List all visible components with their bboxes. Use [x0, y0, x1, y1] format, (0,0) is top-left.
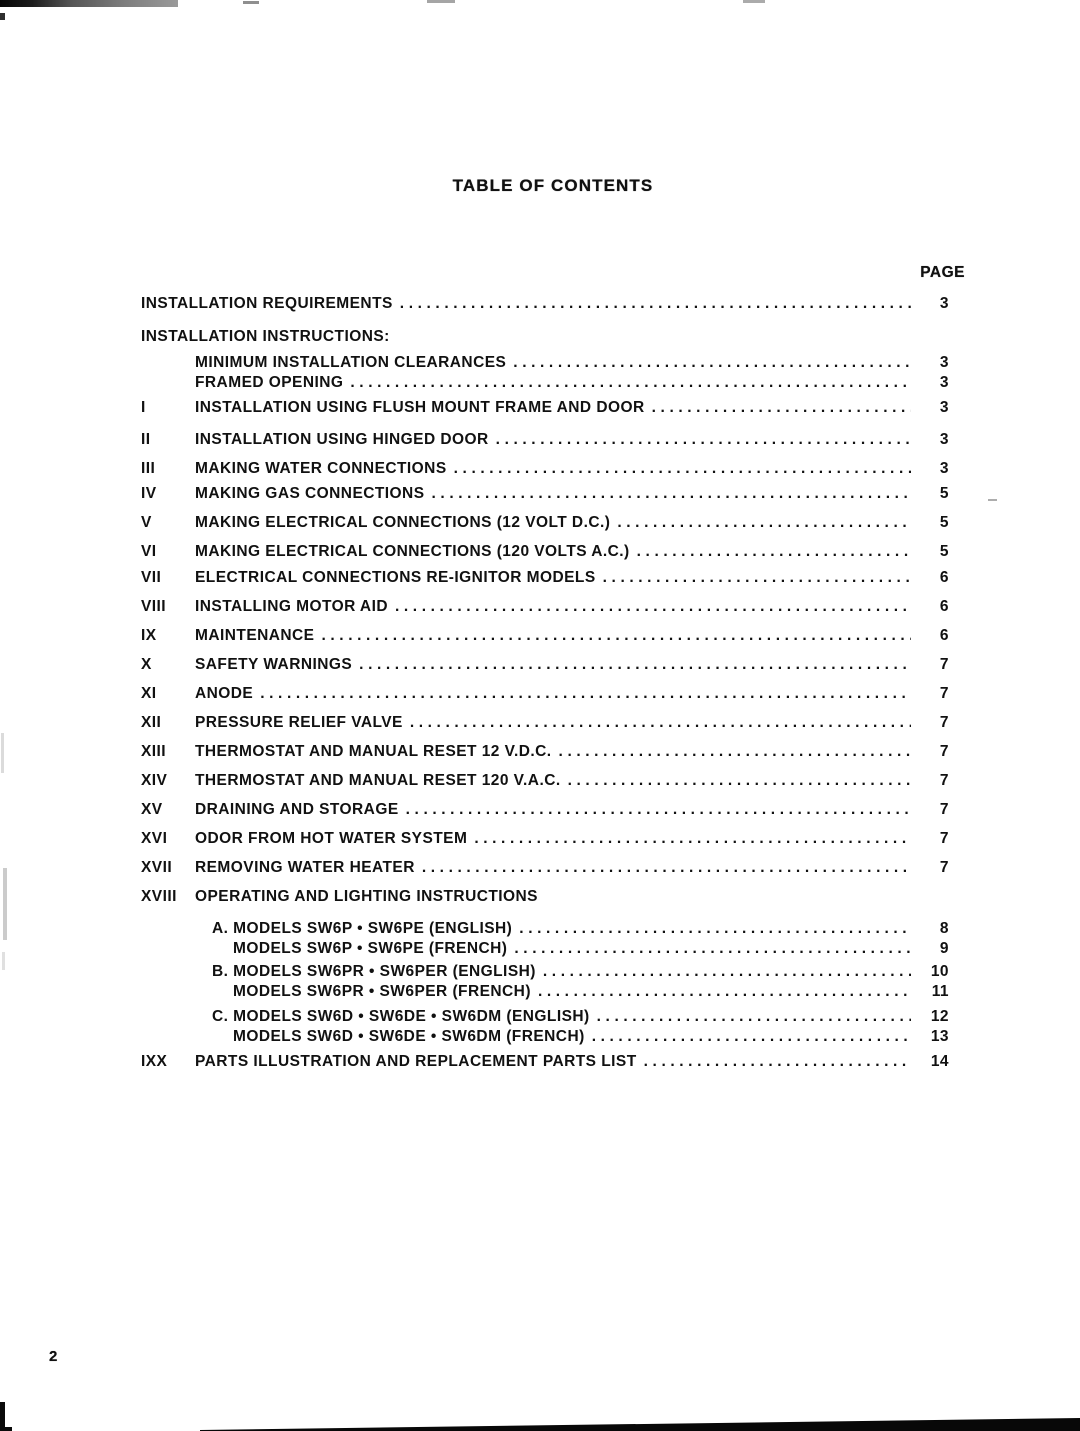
toc-page-number: 3	[939, 460, 949, 477]
toc-page-number: 6	[939, 569, 949, 586]
toc-row	[141, 329, 965, 345]
toc-roman-numeral: XVIII	[141, 888, 177, 905]
toc-roman-numeral: I	[141, 399, 146, 416]
toc-entry-label: MODELS SW6P • SW6PE (FRENCH)	[233, 940, 508, 957]
toc-row	[141, 744, 965, 760]
toc-entry-label: INSTALLATION USING FLUSH MOUNT FRAME AND DOOR	[195, 399, 645, 416]
toc-entry-label: INSTALLATION REQUIREMENTS	[141, 295, 393, 312]
scan-artifact-dash	[427, 0, 455, 3]
toc-roman-numeral: X	[141, 656, 152, 673]
dot-leader	[513, 355, 911, 371]
dot-leader	[400, 296, 911, 312]
toc-row	[141, 889, 965, 905]
toc-entry-label: MAKING WATER CONNECTIONS	[195, 460, 447, 477]
toc-entry-label: DRAINING AND STORAGE	[195, 801, 399, 818]
toc-page-number: 5	[939, 543, 949, 560]
toc-entry-label: REMOVING WATER HEATER	[195, 859, 415, 876]
toc-roman-numeral: XVII	[141, 859, 173, 876]
toc-page-number: 5	[939, 485, 949, 502]
toc-entry-label: ANODE	[195, 685, 254, 702]
toc-page-number: 6	[939, 627, 949, 644]
toc-row	[212, 964, 965, 980]
dot-leader	[474, 831, 911, 847]
toc-page-number: 3	[939, 431, 949, 448]
toc-entry-label: SAFETY WARNINGS	[195, 656, 353, 673]
toc-row	[141, 1054, 965, 1070]
dot-leader	[519, 921, 911, 937]
toc-page-number: 8	[939, 920, 949, 937]
dot-leader	[538, 984, 911, 1000]
toc-roman-numeral: IV	[141, 485, 157, 502]
dot-leader	[359, 657, 911, 673]
toc-roman-numeral: XIII	[141, 743, 167, 760]
scan-artifact-top-bar	[0, 0, 178, 7]
toc-page-number: 14	[930, 1053, 949, 1070]
toc-page-number: 6	[939, 598, 949, 615]
dot-leader	[559, 744, 911, 760]
scan-artifact-speck	[3, 868, 7, 940]
toc-row	[141, 686, 965, 702]
scan-artifact-dash	[743, 0, 765, 3]
toc-row	[212, 1009, 965, 1025]
toc-row	[212, 921, 965, 937]
toc-entry-label: THERMOSTAT AND MANUAL RESET 120 V.A.C.	[195, 772, 561, 789]
dot-leader	[568, 773, 911, 789]
toc-row	[233, 941, 965, 957]
dot-leader	[406, 802, 911, 818]
page-column-header: PAGE	[920, 264, 965, 281]
dot-leader	[321, 628, 911, 644]
dot-leader	[617, 515, 911, 531]
dot-leader	[260, 686, 911, 702]
toc-row	[195, 355, 965, 371]
toc-row	[141, 860, 965, 876]
toc-roman-numeral: XII	[141, 714, 162, 731]
toc-entry-label: MAKING GAS CONNECTIONS	[195, 485, 425, 502]
toc-row	[233, 1029, 965, 1045]
toc-roman-numeral: VIII	[141, 598, 167, 615]
toc-entry-label: MAKING ELECTRICAL CONNECTIONS (120 VOLTS A.C.)	[195, 543, 630, 560]
toc-row	[141, 599, 965, 615]
toc-entry-label: ELECTRICAL CONNECTIONS RE-IGNITOR MODELS	[195, 569, 596, 586]
dot-leader	[410, 715, 911, 731]
toc-row	[141, 802, 965, 818]
toc-page-number: 7	[939, 743, 949, 760]
toc-page-number: 9	[939, 940, 949, 957]
toc-row	[233, 984, 965, 1000]
toc-row	[141, 515, 965, 531]
toc-roman-numeral: VI	[141, 543, 157, 560]
toc-page-number: 7	[939, 859, 949, 876]
scan-artifact-speck	[988, 499, 997, 501]
toc-page-number: 5	[939, 514, 949, 531]
toc-roman-numeral: VII	[141, 569, 162, 586]
footer-page-number: 2	[49, 1348, 58, 1365]
toc-entry-label: MAKING ELECTRICAL CONNECTIONS (12 VOLT D.C.)	[195, 514, 611, 531]
toc-entry-label: B. MODELS SW6PR • SW6PER (ENGLISH)	[212, 963, 536, 980]
toc-page-number: 3	[939, 374, 949, 391]
toc-page-number: 7	[939, 772, 949, 789]
toc-page-number: 11	[931, 983, 949, 1000]
toc-row	[141, 773, 965, 789]
toc-page-number: 7	[939, 830, 949, 847]
dot-leader	[496, 432, 911, 448]
toc-roman-numeral: II	[141, 431, 151, 448]
toc-entry-label: INSTALLATION INSTRUCTIONS:	[141, 328, 390, 345]
dot-leader	[637, 544, 911, 560]
toc-row	[141, 296, 965, 312]
scan-artifact-dash	[243, 1, 259, 4]
scan-artifact-bottom-bar	[200, 1417, 1080, 1431]
toc-row	[141, 400, 965, 416]
toc-roman-numeral: XV	[141, 801, 163, 818]
toc-page-number: 3	[939, 295, 949, 312]
toc-row	[141, 486, 965, 502]
dot-leader	[350, 375, 911, 391]
scan-artifact-chip	[0, 13, 5, 20]
toc-page-number: 10	[930, 963, 949, 980]
toc-roman-numeral: IXX	[141, 1053, 168, 1070]
toc-entry-label: PRESSURE RELIEF VALVE	[195, 714, 403, 731]
toc-entry-label: A. MODELS SW6P • SW6PE (ENGLISH)	[212, 920, 513, 937]
toc-entry-label: OPERATING AND LIGHTING INSTRUCTIONS	[195, 888, 538, 905]
dot-leader	[454, 461, 911, 477]
toc-entry-label: INSTALLATION USING HINGED DOOR	[195, 431, 489, 448]
dot-leader	[592, 1029, 911, 1045]
toc-entry-label: FRAMED OPENING	[195, 374, 344, 391]
toc-entry-label: MODELS SW6PR • SW6PER (FRENCH)	[233, 983, 531, 1000]
toc-row	[195, 375, 965, 391]
toc-row	[141, 628, 965, 644]
scan-artifact-speck	[2, 952, 5, 970]
toc-row	[141, 657, 965, 673]
toc-roman-numeral: XIV	[141, 772, 168, 789]
dot-leader	[603, 570, 911, 586]
toc-entry-label: PARTS ILLUSTRATION AND REPLACEMENT PARTS LIST	[195, 1053, 637, 1070]
dot-leader	[514, 941, 911, 957]
toc-roman-numeral: V	[141, 514, 152, 531]
toc-row	[141, 544, 965, 560]
scan-artifact-corner-mark	[0, 1427, 12, 1431]
toc-page-number: 7	[939, 801, 949, 818]
toc-entry-label: ODOR FROM HOT WATER SYSTEM	[195, 830, 468, 847]
toc-row	[141, 570, 965, 586]
toc-row	[141, 461, 965, 477]
toc-entry-label: THERMOSTAT AND MANUAL RESET 12 V.D.C.	[195, 743, 552, 760]
toc-page-number: 3	[939, 399, 949, 416]
toc-roman-numeral: XVI	[141, 830, 168, 847]
toc-entry-label: MODELS SW6D • SW6DE • SW6DM (FRENCH)	[233, 1028, 585, 1045]
dot-leader	[597, 1009, 911, 1025]
scan-artifact-speck	[1, 733, 4, 773]
dot-leader	[652, 400, 911, 416]
toc-entry-label: C. MODELS SW6D • SW6DE • SW6DM (ENGLISH)	[212, 1008, 590, 1025]
toc-content	[141, 177, 965, 1070]
toc-page-number: 3	[939, 354, 949, 371]
toc-entry-label: MAINTENANCE	[195, 627, 315, 644]
page-title: TABLE OF CONTENTS	[452, 176, 654, 195]
dot-leader	[644, 1054, 911, 1070]
toc-roman-numeral: III	[141, 460, 156, 477]
toc-roman-numeral: IX	[141, 627, 157, 644]
toc-page-number: 7	[939, 656, 949, 673]
toc-roman-numeral: XI	[141, 685, 157, 702]
dot-leader	[422, 860, 911, 876]
toc-page-number: 13	[930, 1028, 949, 1045]
toc-row	[141, 831, 965, 847]
toc-row	[141, 715, 965, 731]
toc-page-number: 12	[930, 1008, 949, 1025]
toc-entry-label: MINIMUM INSTALLATION CLEARANCES	[195, 354, 507, 371]
toc-entry-label: INSTALLING MOTOR AID	[195, 598, 388, 615]
dot-leader	[543, 964, 911, 980]
dot-leader	[432, 486, 912, 502]
scan-artifact-corner-mark	[0, 1402, 5, 1431]
dot-leader	[395, 599, 911, 615]
toc-list	[141, 296, 965, 1070]
toc-page-number: 7	[939, 714, 949, 731]
toc-row	[141, 432, 965, 448]
toc-page-number: 7	[939, 685, 949, 702]
